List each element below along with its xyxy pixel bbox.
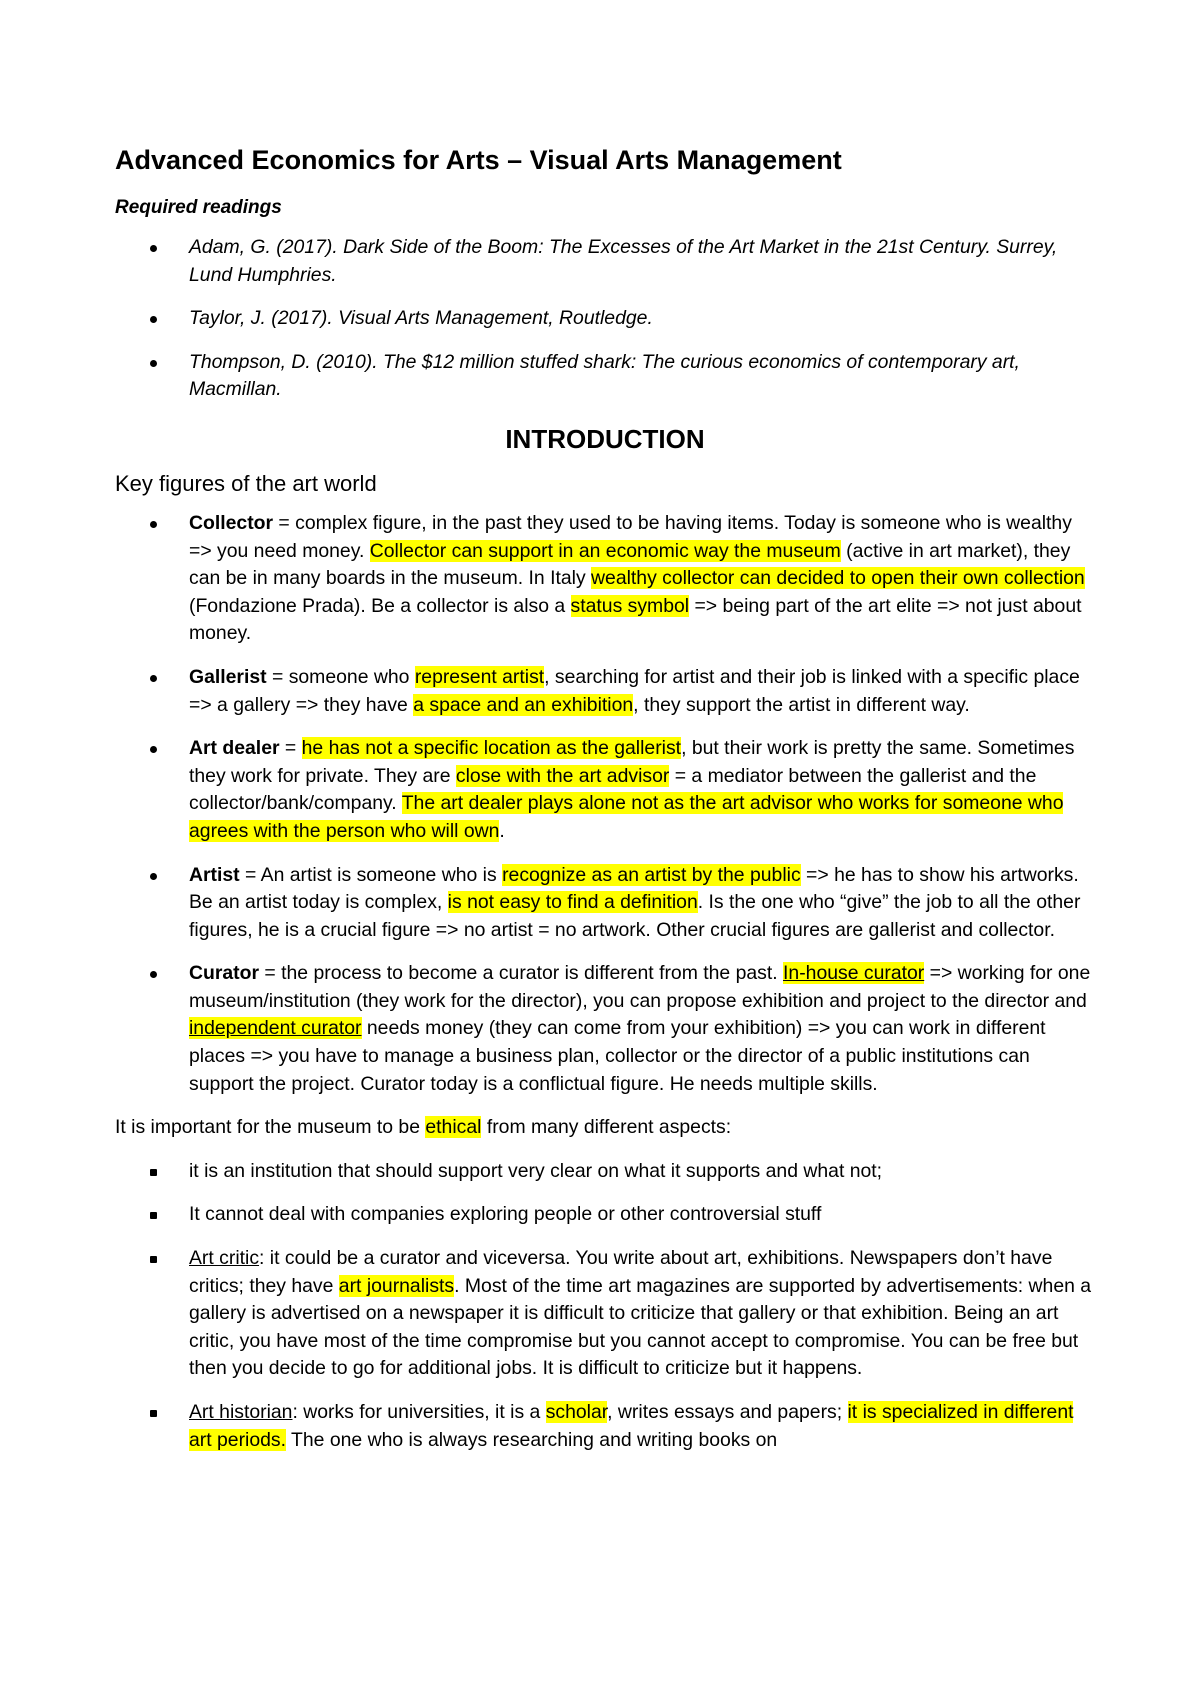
- bullet-icon: [150, 746, 157, 753]
- figure-curator: Curator = the process to become a curator is different from the past. In-house curator => working for one museum/institution (they work for the director), you can propose exhibition and project to the director and independent curator needs money (they can come from your exhibition) => you can work in different places => you have to manage a business plan, collector or the director of a public institutions can support the project. Curator today is a conflictual figure. He needs multiple skills.: [115, 960, 1095, 1098]
- figure-collector: Collector = complex figure, in the past they used to be having items. Today is someone who is wealthy => you need money. Collector can support in an economic way the museum (active in art market), they can be in many boards in the museum. In Italy wealthy collector can decided to open their own collection (Fondazione Prada). Be a collector is also a status symbol => being part of the art elite => not just about money.: [115, 510, 1095, 648]
- highlight: he has not a specific location as the gallerist: [301, 737, 682, 760]
- introduction-heading: INTRODUCTION: [505, 423, 705, 454]
- highlight: recognize as an artist by the public: [502, 863, 801, 886]
- bullet-icon: [150, 360, 157, 367]
- figure-art-dealer: Art dealer = he has not a specific location as the gallerist, but their work is pretty the same. Sometimes they work for private. They are close with the art advisor = a mediator between the gallerist and the collector/bank/company. The art dealer plays alone not as the art advisor who works for someone who agrees with the person who will own.: [115, 735, 1095, 845]
- highlight: ethical: [425, 1116, 482, 1139]
- highlight: status symbol: [570, 594, 690, 617]
- reading-item: Thompson, D. (2010). The $12 million stuffed shark: The curious economics of contemporary art, Macmillan.: [115, 349, 1095, 404]
- bullet-icon: [150, 1212, 157, 1219]
- ethics-item-historian: Art historian: works for universities, it is a scholar, writes essays and papers; it is specialized in different art periods. The one who is always researching and writing books on: [115, 1399, 1095, 1454]
- bullet-icon: [150, 316, 157, 323]
- highlight: scholar: [545, 1401, 608, 1423]
- document-page: [115, 140, 1095, 1470]
- bullet-icon: [150, 971, 157, 978]
- document-title: Advanced Economics for Arts – Visual Arts Management: [115, 145, 842, 175]
- ethics-item: It cannot deal with companies exploring people or other controversial stuff: [115, 1201, 1095, 1229]
- ethics-paragraph: It is important for the museum to be ethical from many different aspects:: [115, 1116, 732, 1139]
- bullet-icon: [150, 521, 157, 528]
- bullet-icon: [150, 675, 157, 682]
- highlight: wealthy collector can decided to open their own collection: [591, 567, 1085, 590]
- highlight: Collector can support in an economic way the museum: [369, 539, 841, 562]
- figures-list: [115, 510, 1095, 1098]
- bullet-icon: [150, 245, 157, 252]
- figure-artist: Artist = An artist is someone who is recognize as an artist by the public => he has to show his artworks. Be an artist today is complex, is not easy to find a definition. Is the one who “give” the job to all the other figures, he is a crucial figure => no artist = no artwork. Other crucial figures are gallerist and collector.: [115, 862, 1095, 945]
- highlight: In-house curator: [783, 962, 925, 985]
- ethics-list: [115, 1158, 1095, 1454]
- highlight: independent curator: [189, 1017, 362, 1040]
- required-readings-label: Required readings: [115, 197, 282, 218]
- bullet-icon: [150, 1169, 157, 1176]
- highlight: a space and an exhibition: [413, 693, 634, 716]
- ethics-item-critic: Art critic: it could be a curator and viceversa. You write about art, exhibitions. Newspapers don’t have critics; they have art journalists. Most of the time art magazines are supported by advertisements: when a gallery is advertised on a newspaper it is difficult to criticize that gallery or that exhibition. Being an art critic, you have most of the time compromise but you cannot accept to compromise. You can be free but then you decide to go for additional jobs. It is difficult to criticize but it happens.: [115, 1245, 1095, 1383]
- highlight: The art dealer plays alone not as the art advisor who works for someone who agrees with the person who will own: [189, 792, 1064, 842]
- bullet-icon: [150, 1256, 157, 1263]
- readings-list: [115, 234, 1095, 404]
- reading-item: Taylor, J. (2017). Visual Arts Management, Routledge.: [115, 305, 1095, 333]
- ethics-item: it is an institution that should support very clear on what it supports and what not;: [115, 1158, 1095, 1186]
- highlight: is not easy to find a definition: [447, 891, 698, 914]
- figure-gallerist: Gallerist = someone who represent artist, searching for artist and their job is linked with a specific place => a gallery => they have a space and an exhibition, they support the artist in different way.: [115, 664, 1095, 719]
- bullet-icon: [150, 873, 157, 880]
- highlight: art journalists: [338, 1274, 455, 1297]
- reading-item: Adam, G. (2017). Dark Side of the Boom: The Excesses of the Art Market in the 21st Century. Surrey, Lund Humphries.: [115, 234, 1095, 289]
- highlight: close with the art advisor: [455, 764, 670, 787]
- highlight: represent artist: [414, 665, 545, 688]
- bullet-icon: [150, 1410, 157, 1417]
- key-figures-heading: Key figures of the art world: [115, 470, 377, 496]
- highlight: it is specialized in different art periods.: [189, 1401, 1074, 1451]
